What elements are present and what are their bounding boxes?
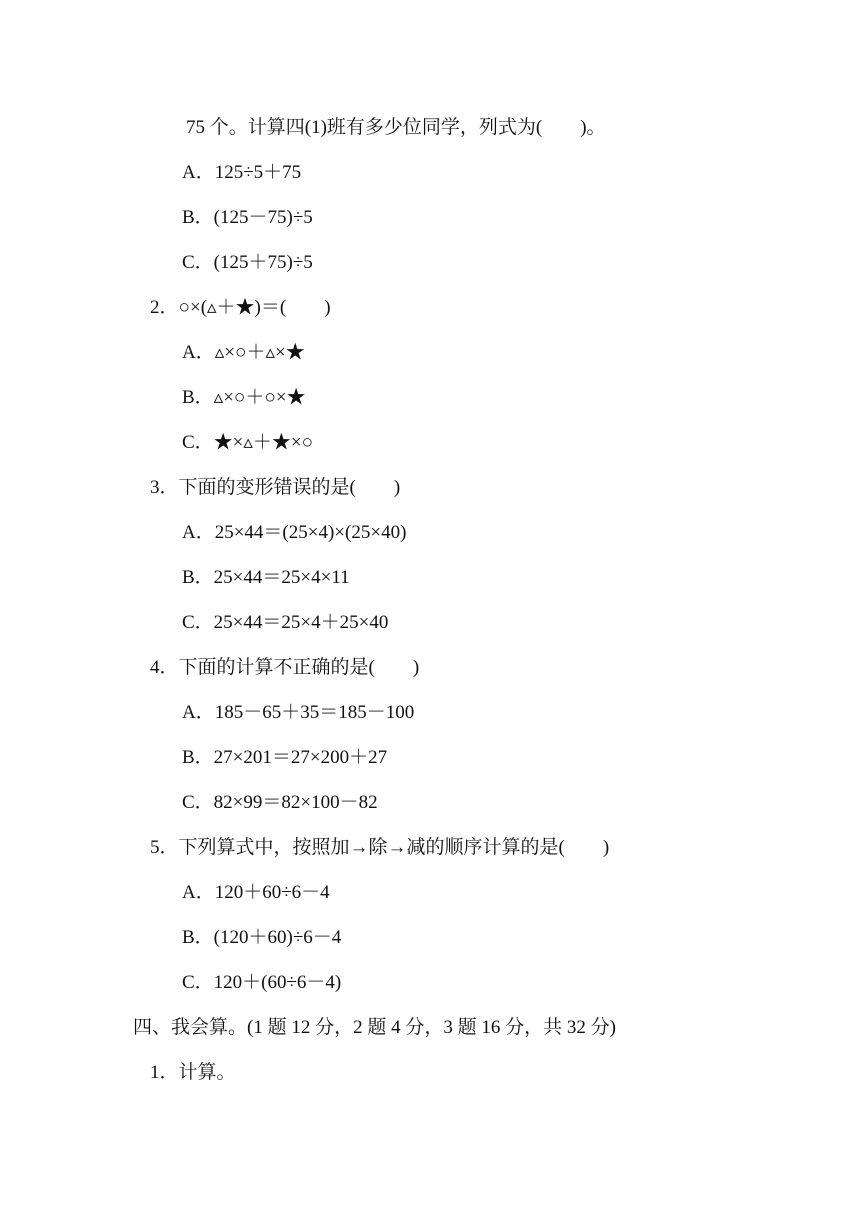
q3-option-a: A．25×44＝(25×4)×(25×40)	[182, 522, 407, 543]
section-4-question-1: 1．计算。	[150, 1062, 236, 1083]
q1-option-b: B．(125－75)÷5	[182, 207, 313, 228]
q2-option-b: B．▵×○＋○×★	[182, 387, 306, 408]
q4-option-c: C．82×99＝82×100－82	[182, 792, 378, 813]
q2-option-c: C．★×▵＋★×○	[182, 432, 314, 453]
q5-option-c: C．120＋(60÷6－4)	[182, 972, 342, 993]
q5-option-a: A．120＋60÷6－4	[182, 882, 330, 903]
question-1-continuation: 75 个。计算四(1)班有多少位同学，列式为( )。	[186, 117, 606, 138]
q3-option-c: C．25×44＝25×4＋25×40	[182, 612, 389, 633]
q5-option-b: B．(120＋60)÷6－4	[182, 927, 342, 948]
question-3: 3．下面的变形错误的是( )	[150, 477, 401, 498]
question-4: 4．下面的计算不正确的是( )	[150, 657, 420, 678]
section-4-heading: 四、我会算。(1 题 12 分，2 题 4 分，3 题 16 分，共 32 分)	[133, 1017, 616, 1038]
question-2: 2．○×(▵＋★)＝( )	[150, 297, 331, 318]
q1-option-a: A．125÷5＋75	[182, 162, 302, 183]
q3-option-b: B．25×44＝25×4×11	[182, 567, 350, 588]
q1-option-c: C．(125＋75)÷5	[182, 252, 313, 273]
question-5: 5．下列算式中，按照加→除→减的顺序计算的是( )	[150, 837, 610, 858]
q4-option-a: A．185－65＋35＝185－100	[182, 702, 415, 723]
q2-option-a: A．▵×○＋▵×★	[182, 342, 305, 363]
q4-option-b: B．27×201＝27×200＋27	[182, 747, 388, 768]
